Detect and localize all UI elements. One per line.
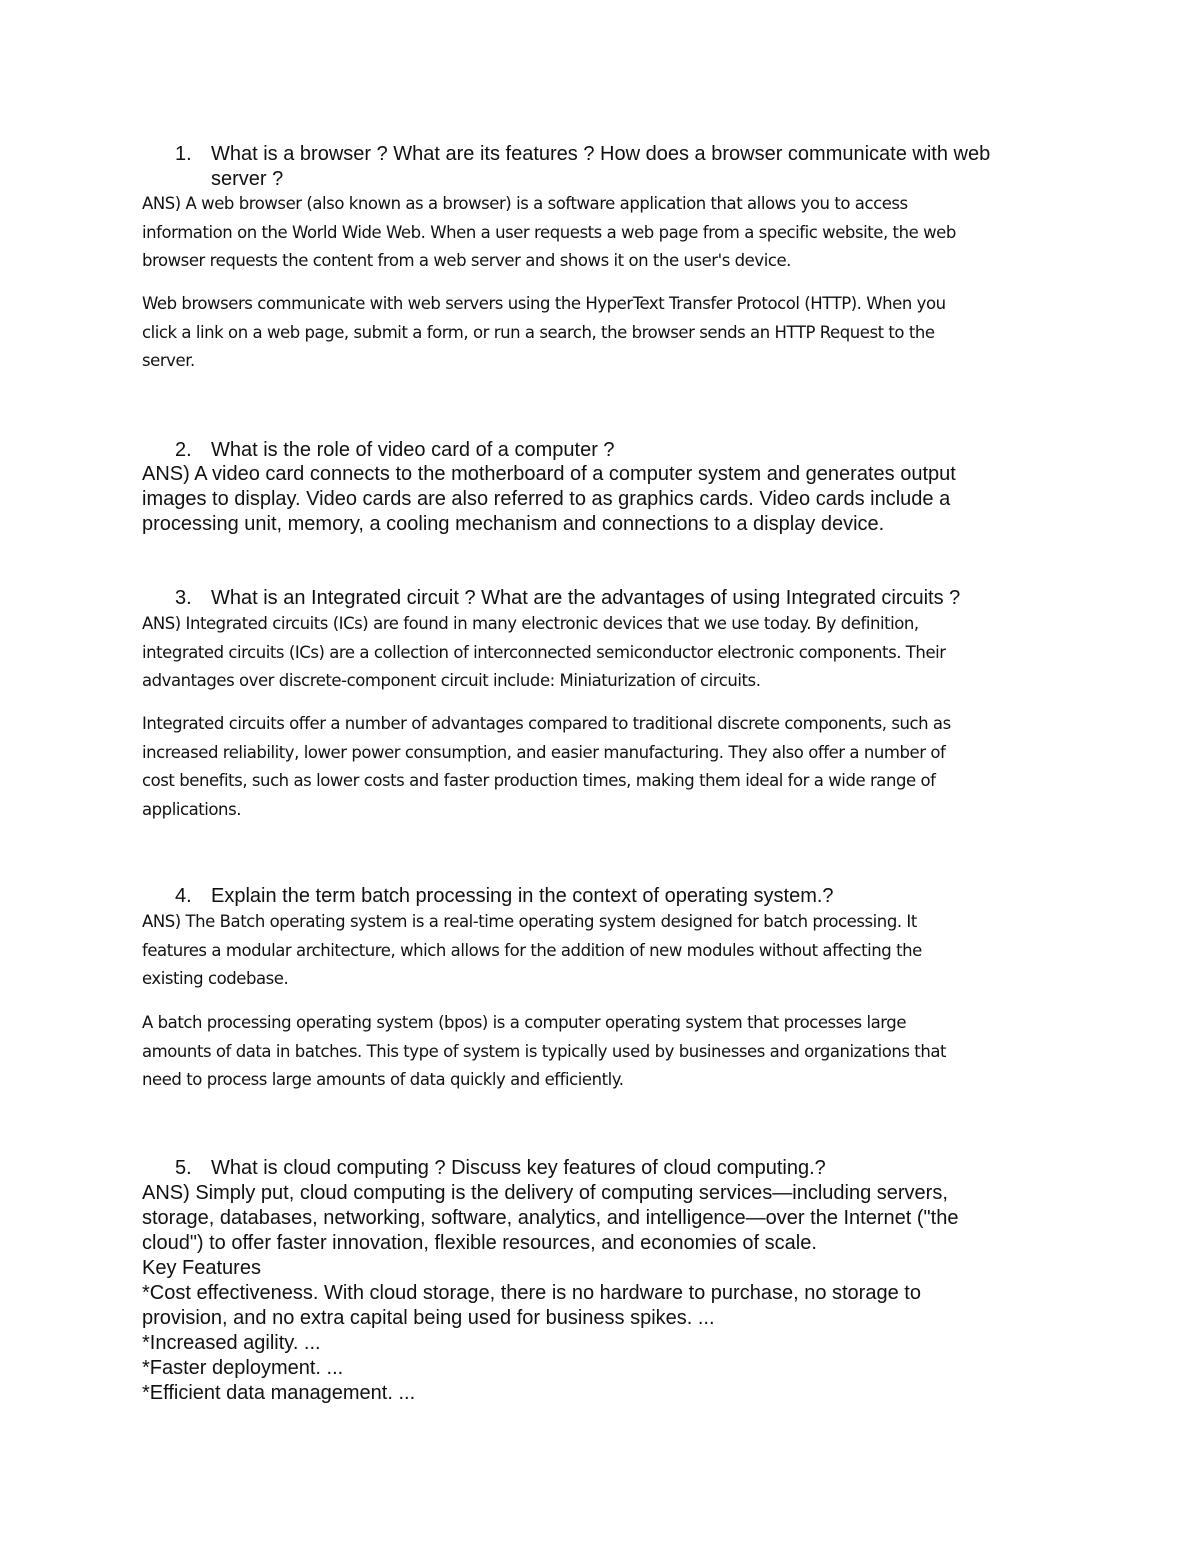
answer-4-paragraph-1: [142, 908, 1072, 994]
text-line: increased reliability, lower power consumption, and easier manufacturing. They also offer a number of: [142, 742, 946, 762]
question-text: [211, 1156, 1072, 1181]
answer-1-paragraph-1: [142, 190, 1072, 276]
text-line: existing codebase.: [142, 969, 289, 989]
question-line: What is a browser ? What are its features ? How does a browser communicate with web: [211, 143, 991, 165]
key-features-heading: Key Features: [142, 1257, 261, 1279]
question-3: [142, 586, 1072, 611]
text-line: Web browsers communicate with web servers using the HyperText Transfer Protocol (HTTP). When you: [142, 294, 946, 313]
text-line: click a link on a web page, submit a form, or run a search, the browser sends an HTTP Request to the: [142, 322, 935, 342]
question-4: [142, 884, 1072, 909]
text-line: processing unit, memory, a cooling mechanism and connections to a display device.: [142, 513, 885, 535]
text-line: images to display. Video cards are also referred to as graphics cards. Video cards include a: [142, 488, 951, 510]
feature-item: *Faster deployment. ...: [142, 1357, 344, 1379]
text-line: ANS) Simply put, cloud computing is the delivery of computing services—including servers,: [142, 1182, 948, 1204]
text-line: ANS) The Batch operating system is a real-time operating system designed for batch processing. It: [142, 912, 917, 931]
question-number: 4.: [175, 885, 192, 907]
text-line: ANS) Integrated circuits (ICs) are found in many electronic devices that we use today. By definition,: [142, 614, 919, 633]
feature-item: *Increased agility. ...: [142, 1332, 321, 1354]
text-line: storage, databases, networking, software, analytics, and intelligence—over the Internet ("the: [142, 1207, 959, 1229]
question-line: What is cloud computing ? Discuss key features of cloud computing.?: [211, 1157, 826, 1179]
text-line: advantages over discrete-component circuit include: Miniaturization of circuits.: [142, 671, 761, 691]
text-line: A batch processing operating system (bpos) is a computer operating system that processes large: [142, 1013, 907, 1032]
text-line: features a modular architecture, which allows for the addition of new modules without affecting the: [142, 940, 922, 960]
question-number: 5.: [175, 1157, 192, 1179]
question-text: [211, 884, 1072, 909]
answer-5-paragraph: [142, 1181, 1072, 1406]
text-line: server.: [142, 351, 195, 371]
question-line: What is an Integrated circuit ? What are the advantages of using Integrated circuits ?: [211, 587, 961, 609]
text-line: ANS) A video card connects to the motherboard of a computer system and generates output: [142, 463, 956, 485]
question-number: 2.: [175, 439, 192, 461]
feature-item: provision, and no extra capital being used for business spikes. ...: [142, 1307, 715, 1329]
feature-item: *Efficient data management. ...: [142, 1382, 416, 1404]
answer-1-paragraph-2: [142, 290, 1072, 376]
text-line: applications.: [142, 799, 242, 819]
text-line: cost benefits, such as lower costs and faster production times, making them ideal for a wide range of: [142, 771, 936, 791]
question-text: [211, 586, 1072, 611]
text-line: ANS) A web browser (also known as a browser) is a software application that allows you to access: [142, 194, 908, 213]
question-line: server ?: [211, 168, 284, 190]
text-line: amounts of data in batches. This type of system is typically used by businesses and organizations that: [142, 1041, 947, 1061]
question-text: [211, 438, 1072, 463]
text-line: cloud") to offer faster innovation, flexible resources, and economies of scale.: [142, 1232, 817, 1254]
text-line: browser requests the content from a web server and shows it on the user's device.: [142, 251, 791, 271]
text-line: Integrated circuits offer a number of advantages compared to traditional discrete components, such as: [142, 714, 951, 733]
feature-item: *Cost effectiveness. With cloud storage, there is no hardware to purchase, no storage to: [142, 1282, 921, 1304]
question-number: 1.: [175, 143, 192, 165]
question-line: What is the role of video card of a computer ?: [211, 439, 615, 461]
question-5: [142, 1156, 1072, 1181]
question-number: 3.: [175, 587, 192, 609]
answer-3-paragraph-2: [142, 710, 1072, 824]
text-line: need to process large amounts of data quickly and efficiently.: [142, 1070, 624, 1090]
question-2: [142, 438, 1072, 463]
text-line: integrated circuits (ICs) are a collection of interconnected semiconductor electronic components. Their: [142, 642, 946, 662]
question-1: [142, 142, 1072, 192]
answer-2-paragraph-1: [142, 462, 1072, 537]
text-line: information on the World Wide Web. When a user requests a web page from a specific website, the web: [142, 222, 956, 242]
answer-3-paragraph-1: [142, 610, 1072, 696]
answer-4-paragraph-2: [142, 1009, 1072, 1095]
question-line: Explain the term batch processing in the context of operating system.?: [211, 885, 834, 907]
question-text: [211, 142, 1072, 192]
